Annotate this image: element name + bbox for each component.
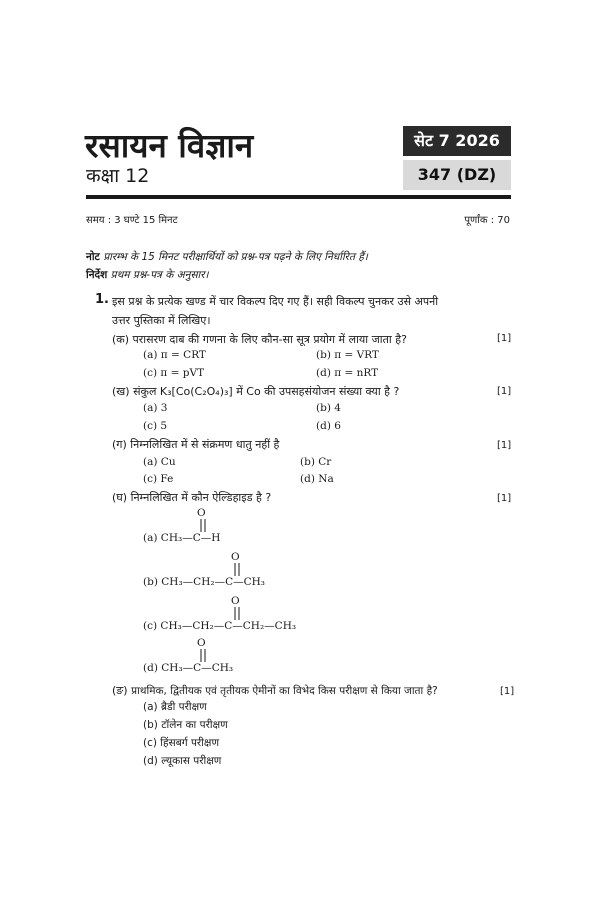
option-c (143, 620, 296, 632)
option-letter: (c) (143, 620, 158, 632)
option-a: (a) π = CRT (143, 349, 206, 361)
carbonyl-oxygen: O (197, 507, 206, 519)
part-marks: [1] (500, 686, 515, 697)
structural-formula: CH₃—CH₂—C—CH₂—CH₃ (160, 620, 297, 632)
part-marks: [1] (497, 333, 512, 344)
option-a: (a) 3 (143, 402, 168, 414)
header-divider (86, 195, 511, 199)
option-d: (d) π = nRT (316, 367, 379, 379)
part-kha (112, 384, 399, 399)
part-marks: [1] (497, 386, 512, 397)
option-d (143, 662, 233, 674)
time-allowed: समय : 3 घण्टे 15 मिनट (86, 215, 178, 226)
structural-formula: CH₃—C—CH₃ (161, 662, 234, 674)
double-bond-icon (232, 607, 242, 621)
option-b: (b) π = VRT (316, 349, 379, 361)
part-ga (112, 437, 279, 452)
structural-formula: CH₃—C—H (160, 532, 221, 544)
page-title: रसायन विज्ञान (85, 126, 254, 165)
part-text: निम्नलिखित में से संक्रमण धातु नहीं है (130, 438, 280, 451)
structural-formula: CH₃—CH₂—C—CH₃ (161, 576, 265, 588)
part-label: (ग) (112, 438, 127, 451)
double-bond-icon (232, 563, 242, 577)
option-a: (a) ब्रैडी परीक्षण (143, 701, 207, 713)
part-ka (112, 332, 407, 347)
option-a: (a) Cu (143, 456, 176, 468)
direction-label: निर्देश (86, 269, 108, 281)
option-d: (d) Na (300, 473, 334, 485)
part-label: (क) (112, 333, 130, 346)
note-line (86, 250, 368, 264)
option-b: (b) 4 (316, 402, 341, 414)
option-a (143, 532, 220, 544)
option-c: (c) 5 (143, 420, 168, 432)
option-c: (c) Fe (143, 473, 174, 485)
part-gha (112, 490, 271, 505)
option-letter: (d) (143, 662, 158, 674)
set-label-box: सेट 7 2026 (403, 126, 511, 156)
paper-code-box: 347 (DZ) (403, 160, 511, 190)
double-bond-icon (198, 519, 208, 533)
part-nga (112, 683, 438, 698)
option-letter: (a) (143, 532, 158, 544)
part-label: (घ) (112, 491, 128, 504)
part-text: संकुल K₃[Co(C₂O₄)₃] में Co की उपसहसंयोजन संख्या क्या है ? (133, 385, 400, 398)
carbonyl-oxygen: O (231, 551, 240, 563)
part-text: प्राथमिक, द्वितीयक एवं तृतीयक ऐमीनों का विभेद किस परीक्षण से किया जाता है? (131, 685, 438, 697)
option-b: (b) टॉलेन का परीक्षण (143, 719, 228, 731)
part-label: (ख) (112, 385, 130, 398)
part-label: (ङ) (112, 684, 128, 697)
question-number: 1. (95, 292, 109, 307)
question-text-line2: उत्तर पुस्तिका में लिखिए। (112, 314, 211, 327)
part-text: परासरण दाब की गणना के लिए कौन-सा सूत्र प्रयोग में लाया जाता है? (132, 333, 407, 346)
option-b (143, 576, 265, 588)
option-c: (c) π = pVT (143, 367, 205, 379)
part-marks: [1] (497, 493, 512, 504)
class-subtitle: कक्षा 12 (86, 165, 150, 187)
option-c: (c) हिंसबर्ग परीक्षण (143, 737, 220, 749)
double-bond-icon (198, 649, 208, 663)
direction-text: प्रथम प्रश्न-पत्र के अनुसार। (110, 269, 209, 281)
direction-line (86, 268, 209, 282)
carbonyl-oxygen: O (231, 595, 240, 607)
carbonyl-oxygen: O (197, 637, 206, 649)
question-text-line1: इस प्रश्न के प्रत्येक खण्ड में चार विकल्प दिए गए हैं। सही विकल्प चुनकर उसे अपनी (112, 295, 439, 308)
max-marks: पूर्णांक : 70 (464, 215, 510, 226)
part-marks: [1] (497, 440, 512, 451)
option-letter: (b) (143, 576, 158, 588)
part-text: निम्नलिखित में कौन ऐल्डिहाइड है ? (130, 491, 272, 504)
note-label: नोट (86, 251, 100, 263)
option-b: (b) Cr (300, 456, 332, 468)
option-d: (d) 6 (316, 420, 341, 432)
note-text: प्रारम्भ के 15 मिनट परीक्षार्थियों को प्रश्न-पत्र पढ़ने के लिए निर्धारित हैं। (103, 251, 368, 263)
option-d: (d) ल्यूकास परीक्षण (143, 755, 222, 767)
